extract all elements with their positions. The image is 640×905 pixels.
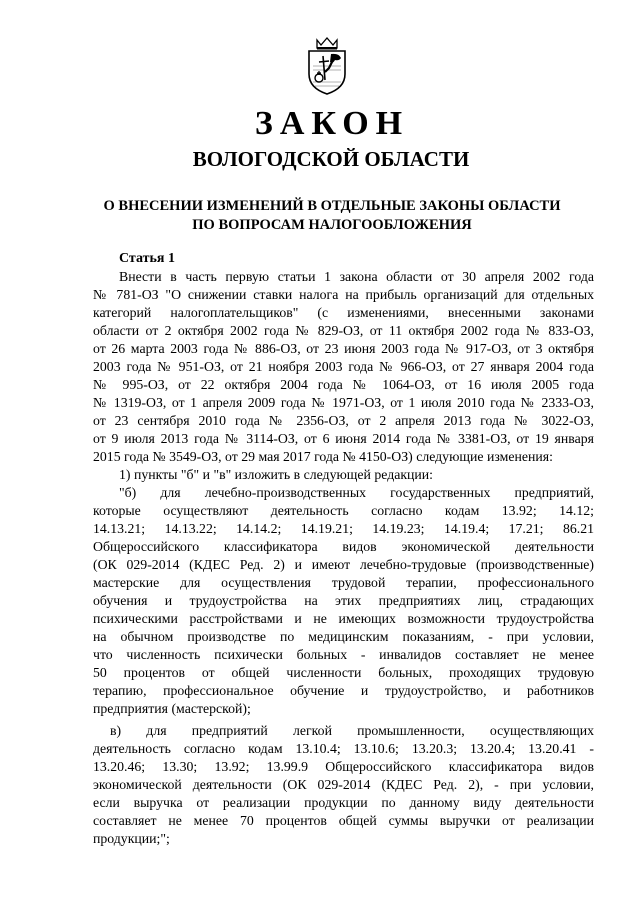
body-line: Общероссийского классификатора видов экономической деятельности bbox=[93, 539, 594, 554]
body-line: терапию, профессиональное обучение и трудоустройство, и работников bbox=[93, 683, 594, 698]
body-line: в) для предприятий легкой промышленности, осуществляющих bbox=[110, 723, 594, 738]
body-line: мастерские для осуществления трудовой терапии, профессионального bbox=[93, 575, 594, 590]
body-line: категорий налогоплательщиков" (с изменениями, внесенными законами bbox=[93, 305, 594, 320]
coat-of-arms-icon bbox=[303, 36, 351, 96]
body-line: деятельность согласно кодам 13.10.4; 13.10.6; 13.20.3; 13.20.4; 13.20.41 - bbox=[93, 741, 594, 756]
body-line: которые осуществляют деятельность согласно кодам 13.92; 14.12; bbox=[93, 503, 594, 518]
body-line: от 23 сентября 2010 года № 2356-ОЗ, от 2 апреля 2013 года № 3022-ОЗ, bbox=[93, 413, 594, 428]
body-line: 13.20.46; 13.30; 13.92; 13.99.9 Общероссийского классификатора видов bbox=[93, 759, 594, 774]
law-heading-line: ПО ВОПРОСАМ НАЛОГООБЛОЖЕНИЯ bbox=[192, 217, 472, 233]
body-line: от 26 марта 2003 года № 886-ОЗ, от 23 июня 2003 года № 917-ОЗ, от 3 октября bbox=[93, 341, 594, 356]
law-title: ЗАКОН bbox=[254, 105, 410, 142]
body-line: если выручка от реализации продукции по данному виду деятельности bbox=[93, 795, 594, 810]
law-region-subtitle: ВОЛОГОДСКОЙ ОБЛАСТИ bbox=[192, 147, 470, 171]
article-title: Статья 1 bbox=[119, 251, 175, 266]
body-line: от 9 июля 2013 года № 3114-ОЗ, от 6 июня 2014 года № 3381-ОЗ, от 19 января bbox=[93, 431, 594, 446]
body-line: № 995-ОЗ, от 22 октября 2004 года № 1064-ОЗ, от 16 июля 2005 года bbox=[93, 377, 594, 392]
body-line: Внести в часть первую статьи 1 закона области от 30 апреля 2002 года bbox=[119, 269, 594, 284]
body-line: предприятия (мастерской); bbox=[93, 701, 251, 716]
law-heading-line: О ВНЕСЕНИИ ИЗМЕНЕНИЙ В ОТДЕЛЬНЫЕ ЗАКОНЫ ОБЛАСТИ bbox=[103, 198, 561, 214]
body-line: составляет не менее 70 процентов общей суммы выручки от реализации bbox=[93, 813, 594, 828]
body-line: продукции;"; bbox=[93, 831, 170, 846]
body-line: 14.13.21; 14.13.22; 14.14.2; 14.19.21; 14.19.23; 14.19.4; 17.21; 86.21 bbox=[93, 521, 594, 536]
body-line: 2015 года № 3549-ОЗ, от 29 мая 2017 года № 4150-ОЗ) следующие изменения: bbox=[93, 449, 553, 464]
body-line: (ОК 029-2014 (КДЕС Ред. 2) и имеют лечебно-трудовые (производственные) bbox=[93, 557, 594, 572]
body-line: 1) пункты "б" и "в" изложить в следующей редакции: bbox=[119, 467, 434, 482]
body-line: на обычном производстве по медицинским показаниям, - при условии, bbox=[93, 629, 594, 644]
law-heading bbox=[0, 197, 640, 235]
body-line: области от 2 октября 2002 года № 829-ОЗ, от 11 октября 2002 года № 833-ОЗ, bbox=[93, 323, 594, 338]
body-line: "б) для лечебно-производственных государственных предприятий, bbox=[119, 485, 594, 500]
body-line: психическими расстройствами и не имеющих возможности трудоустройства bbox=[93, 611, 594, 626]
body-line: № 781-ОЗ "О снижении ставки налога на прибыль организаций для отдельных bbox=[93, 287, 594, 302]
body-line: 50 процентов от общей численности больных, проходящих трудовую bbox=[93, 665, 594, 680]
body-line: № 1319-ОЗ, от 1 апреля 2009 года № 1971-ОЗ, от 1 июля 2010 года № 2333-ОЗ, bbox=[93, 395, 594, 410]
body-line: обучения и трудоустройства на этих предприятиях лиц, страдающих bbox=[93, 593, 594, 608]
body-line: экономической деятельности (ОК 029-2014 (КДЕС Ред. 2), - при условии, bbox=[93, 777, 594, 792]
body-line: 2003 года № 951-ОЗ, от 21 ноября 2003 года № 966-ОЗ, от 27 января 2004 года bbox=[93, 359, 594, 374]
body-line: что численность психически больных - инвалидов составляет не менее bbox=[93, 647, 594, 662]
